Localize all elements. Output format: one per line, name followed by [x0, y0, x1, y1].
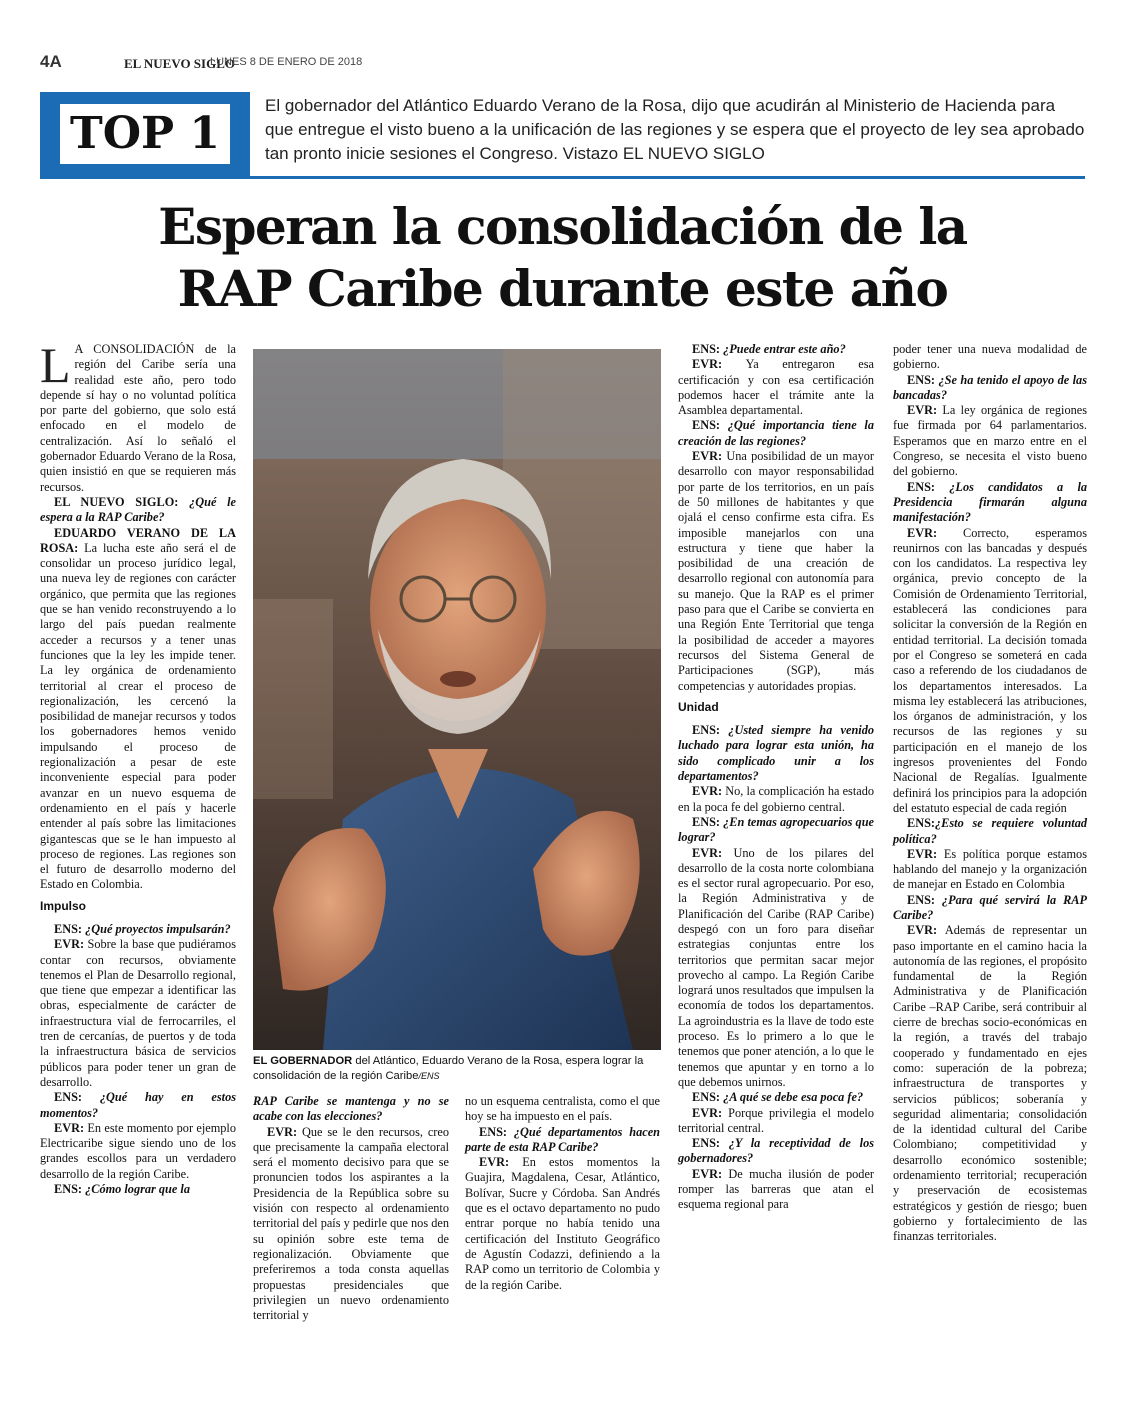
question: ENS: ¿Cómo lograr que la	[54, 1182, 190, 1197]
article-column-1	[40, 337, 237, 1197]
page-folio	[40, 52, 1085, 74]
question: ENS: ¿Qué proyectos impulsarán?	[54, 921, 231, 936]
article-headline	[60, 196, 1065, 320]
answer: EVR: Correcto, esperamos reunirnos con las bancadas y después con los candidatos. La respectiva ley orgánica, previo concepto de la Comisión de Ordenamiento Territorial, establecerá las condiciones para solicitar la conversión de la Región en entidad territorial. La decisión tomada por el Congreso se someterá en cada caso a referendo de los ciudadanos de los departamentos interesados. La misma ley establecerá las atribuciones, los órganos de administración, y los recursos de las regiones y su participación en el manejo de los ingresos provenientes del Fondo Nacional de Regalías. Igualmente definirá los principios para la adopción del estatuto especial de cada región	[893, 525, 1087, 815]
page-number: 4A	[40, 52, 62, 71]
article-photo	[253, 349, 661, 1050]
answer: EVR: Ya entregaron esa certificación y con esa certificación podemos hacer el trámite ante la Asamblea departamental.	[678, 357, 874, 418]
question: ENS:¿Esto se requiere voluntad política?	[893, 816, 1087, 846]
masthead: EL NUEVO SIGLO	[124, 56, 235, 71]
question: ENS: ¿Los candidatos a la Presidencia firmarán alguna manifestación?	[893, 479, 1088, 525]
question: ENS: ¿A qué se debe esa poca fe?	[692, 1090, 864, 1105]
question: ENS: ¿Qué importancia tiene la creación de las regiones?	[678, 418, 875, 448]
subheading-unidad: Unidad	[678, 699, 719, 714]
answer: EVR: En este momento por ejemplo Electricaribe sigue siendo uno de los grandes escollos para un verdadero desarrollo de la región Caribe.	[40, 1120, 236, 1181]
answer: EVR: Es política porque estamos hablando del manejo y la organización de manejar en Estado en Colombia	[893, 846, 1087, 892]
answer-continued: poder tener una nueva modalidad de gobierno.	[893, 342, 1087, 372]
article-column-4	[678, 342, 874, 1213]
question: ENS: ¿Usted siempre ha venido luchado para lograr esta unión, ha sido complicado unir a los departamentos?	[678, 723, 875, 784]
question: ENS: ¿Qué departamentos hacen parte de esta RAP Caribe?	[465, 1124, 661, 1154]
article-column-2	[253, 1094, 449, 1323]
top-banner	[40, 92, 1085, 179]
answer: EVR: Que se le den recursos, creo que precisamente la campaña electoral será el momento decisivo para que se pronuncien todos los aspirantes a la Presidencia de la República sobre su visión con respecto al ordenamiento territorial del país y pedirle que nos den su opinión sobre este tema de regionalización. Obviamente que preferiremos a toda consta aquellas propuestas presidenciales que privilegien un nuevo ordenamiento territorial y	[253, 1124, 449, 1323]
article-column-5	[893, 342, 1087, 1245]
answer: EVR: De mucha ilusión de poder romper las barreras que atan el esquema regional para	[678, 1166, 874, 1212]
issue-date: LUNES 8 DE ENERO DE 2018	[210, 56, 363, 68]
question: ENS: ¿Y la receptividad de los gobernadores?	[678, 1136, 875, 1166]
drop-cap: L	[40, 337, 71, 393]
answer: EDUARDO VERANO DE LA ROSA: La lucha este año será el de consolidar un proceso jurídico legal, una nueva ley de regiones con carácter orgánico, que permita que las regiones que se han venido reconstruyendo a lo largo del país puedan realmente acceder a recursos y a tener unas funciones que la ley les impide tener. La ley orgánica de ordenamiento territorial al crear el proceso de regionalización, les cercenó la posibilidad de manejar recursos y todos los gobernadores hemos venido impulsando el proceso de regionalización a pesar de este inconveniente especial para poder avanzar en un nuevo esquema de ordenamiento en el país y hacerle entender al país sobre las limitaciones gigantescas que se le han impuesto al proceso de regiones. Las regiones son el futuro de desarrollo moderno del Estado en Colombia.	[40, 525, 236, 892]
question: ENS: ¿Qué hay en estos momentos?	[40, 1090, 237, 1120]
answer: EVR: La ley orgánica de regiones fue firmada por 64 parlamentarios. Esperamos que en marzo entre en el Congreso, se necesita el visto bueno del gobierno.	[893, 403, 1087, 479]
top-badge	[40, 92, 250, 176]
answer: EVR: No, la complicación ha estado en la poca fe del gobierno central.	[678, 784, 874, 814]
portrait-image	[253, 349, 661, 1050]
article-column-3	[465, 1094, 660, 1293]
subheading-impulso: Impulso	[40, 898, 87, 913]
question: ENS: ¿Puede entrar este año?	[692, 342, 846, 356]
answer: EVR: Uno de los pilares del desarrollo de la costa norte colombiana es el sector rural agropecuario. Por eso, la Región Administrativa y de Planificación del Caribe (RAP Caribe) despegó con un foro para diseñar estrategias conjuntas entre los territorios que permitan sacar mejor provecho al campo. La Región Caribe logrará unos resultados que impulsen la economía de todos los departamentos. La agroindustria es la llave de todo este proceso. Es lo primero a lo que le tenemos que poner atención, a lo que le tenemos que apuntar y en torno a lo que debemos unirnos.	[678, 845, 875, 1089]
answer: EVR: Una posibilidad de un mayor desarrollo con mayor responsabilidad por parte de los territorios, en un país de 50 millones de habitantes y que ojalá el censo confirme esta cifra. Es imposible manejarlos con una estructura y tiene que haber la posibilidad de una creación de desarrollo regional con autonomía para su manejo. Que la RAP es el primer paso para que el Caribe se convierta en una Región Ente Territorial que tenga la posibilidad de acceder a mayores recursos del Sistema General de Participaciones (SGP), más competencias y autoridades propias.	[678, 449, 874, 693]
question: ENS: ¿Se ha tenido el apoyo de las bancadas?	[893, 372, 1087, 402]
top-badge-label: TOP 1	[60, 104, 230, 164]
answer: EVR: En estos momentos la Guajira, Magdalena, Cesar, Atlántico, Bolívar, Sucre y Córdoba. San Andrés que es el octavo departamento no pudo entrar porque no había tenido una certificación del Instituto Geográfico de Agustín Codazzi, definiendo a la RAP como un territorio de Colombia y de la región Caribe.	[465, 1155, 660, 1292]
answer: EVR: Porque privilegia el modelo territorial central.	[678, 1105, 874, 1135]
article-intro: L A CONSOLIDACIÓN de la región del Caribe sería una realidad este año, pero todo depende sí hay o no voluntad política por parte del gobierno, que solo está enfocado en el modelo de centralización. Así lo señaló el gobernador Eduardo Verano de la Rosa, quien insistió en que se requieren más recursos.	[40, 337, 236, 494]
top-blurb: El gobernador del Atlántico Eduardo Verano de la Rosa, dijo que acudirán al Ministerio de Hacienda para que entregue el visto bueno a la unificación de las regiones y se espera que el proyecto de ley sea aprobado tan pronto inicie sesiones el Congreso. Vistazo EL NUEVO SIGLO	[265, 96, 1085, 163]
question: EL NUEVO SIGLO: ¿Qué le espera a la RAP Caribe?	[40, 494, 236, 525]
question-continued: RAP Caribe se mantenga y no se acabe con las elecciones?	[253, 1094, 449, 1124]
answer: EVR: Sobre la base que pudiéramos contar con recursos, obviamente tenemos el Plan de Desarrollo regional, que tiene que empezar a identificar las obras, especialmente de carácter de infraestructura vial de ferrocarriles, el tren de cercanías, de puertos y de toda la infraestructura básica de servicios públicos para poder tener un gran de desarrollo.	[40, 937, 236, 1089]
headline-line-1: Esperan la consolidación de la	[158, 197, 967, 256]
answer-continued: no un esquema centralista, como el que hoy se ha impuesto en el país.	[465, 1094, 660, 1124]
answer: EVR: Además de representar un paso importante en el camino hacia la autonomía de las regiones, el propósito fundamental de la Región Administrativa y de Planificación Caribe –RAP Caribe, será contribuir al cierre de brechas socio-económicas en la región, a través del trabajo cooperado y fundamentado en ejes como: superación de la pobreza; infraestructura de transportes y servicios públicos; soberanía y seguridad alimentaria; consolidación de la identidad cultural del Caribe Colombiano; competitividad y desarrollo económico sostenible; ordenamiento territorial; recuperación y preservación de ecosistemas estratégicos y gestión de riesgo; buen gobierno y fortalecimiento de las finanzas territoriales.	[893, 923, 1087, 1244]
question: ENS: ¿En temas agropecuarios que lograr?	[678, 814, 874, 845]
question: ENS: ¿Para qué servirá la RAP Caribe?	[893, 892, 1087, 922]
headline-line-2: RAP Caribe durante este año	[177, 259, 948, 318]
photo-caption: EL GOBERNADOR del Atlántico, Eduardo Verano de la Rosa, espera lograr la consolidación de la región Caribe/ENS	[253, 1055, 644, 1082]
